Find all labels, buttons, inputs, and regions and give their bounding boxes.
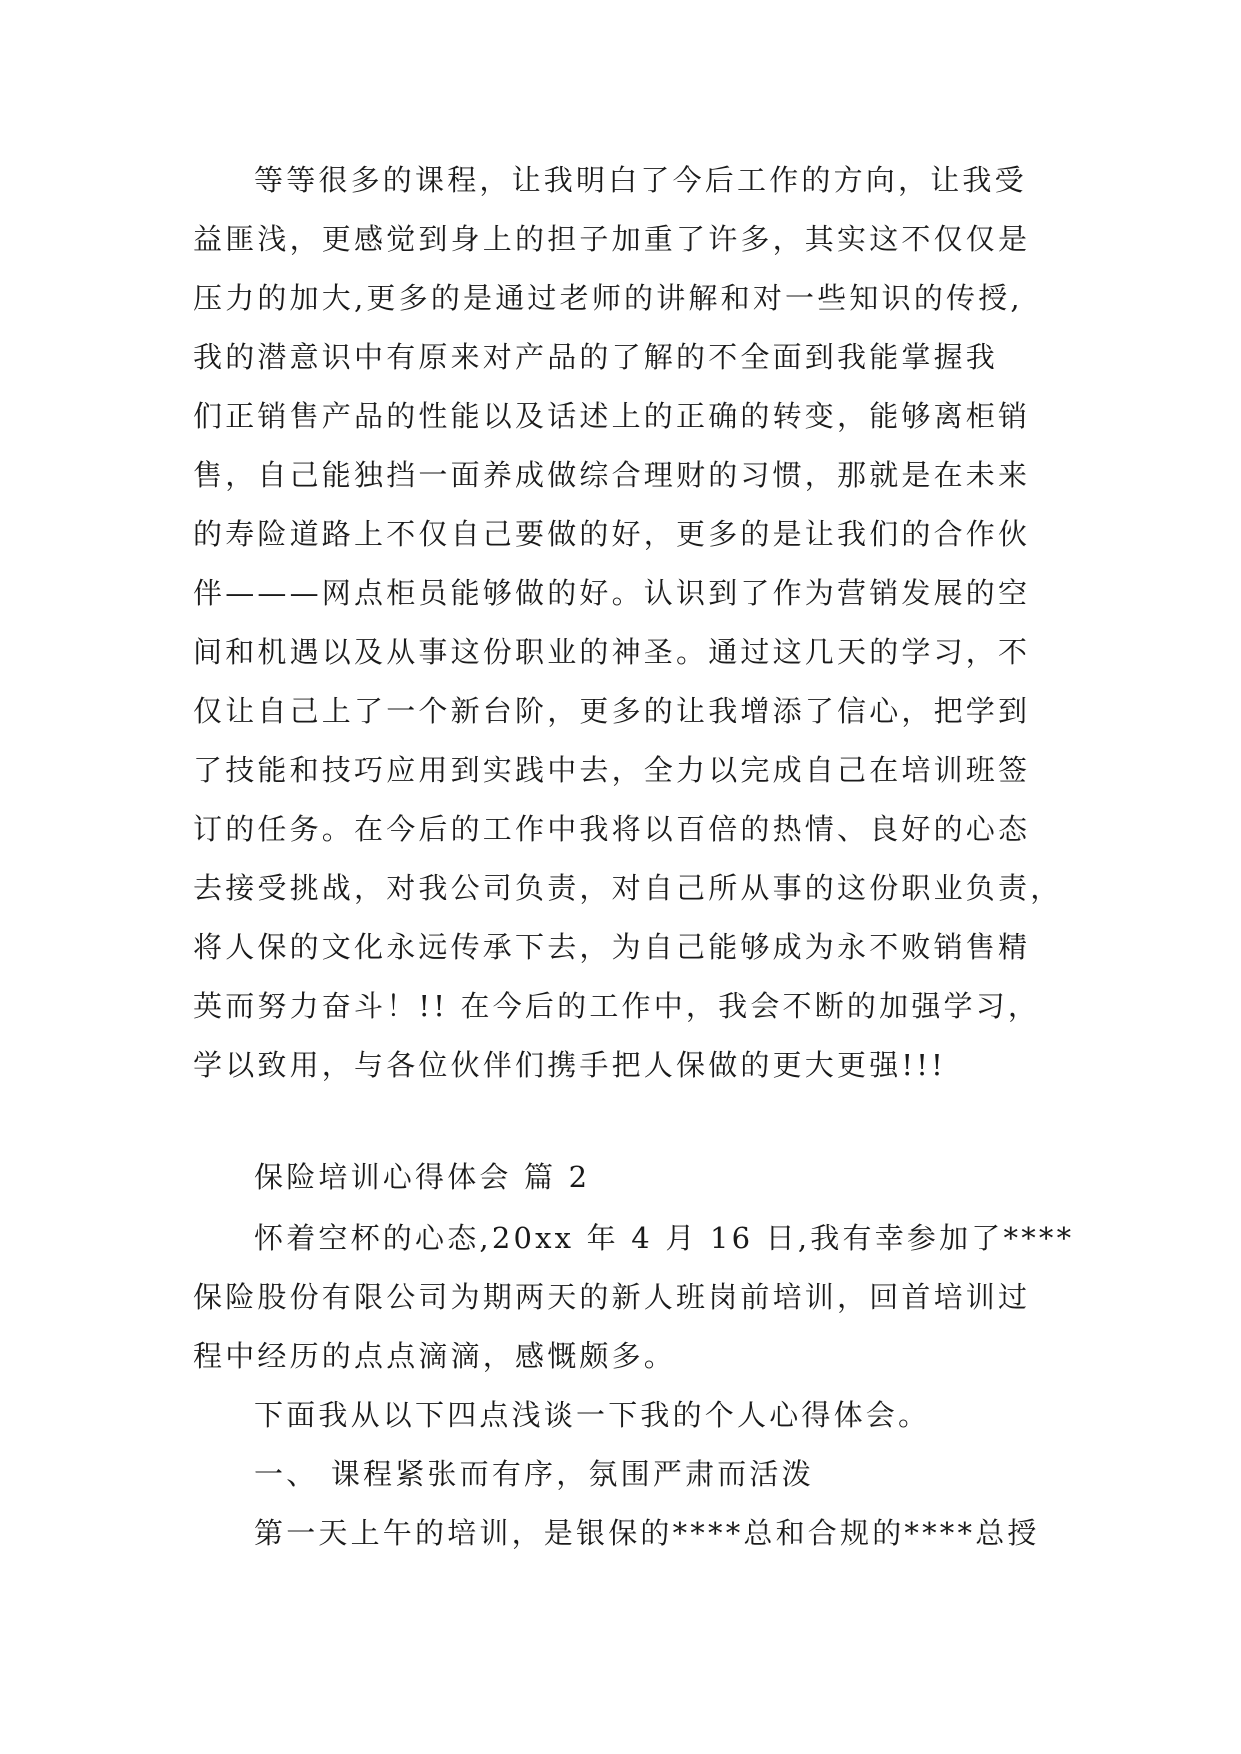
body-line: 将人保的文化永远传承下去，为自己能够成为永不败销售精 xyxy=(193,930,1031,964)
body-line: 了技能和技巧应用到实践中去，全力以完成自己在培训班签 xyxy=(193,753,1031,787)
body-line: 订的任务。在今后的工作中我将以百倍的热情、良好的心态 xyxy=(193,812,1031,846)
body-line: 程中经历的点点滴滴，感慨颇多。 xyxy=(193,1339,677,1373)
body-line: 们正销售产品的性能以及话述上的正确的转变，能够离柜销 xyxy=(193,399,1031,433)
body-line: 英而努力奋斗！!! 在今后的工作中，我会不断的加强学习， xyxy=(193,989,1041,1023)
body-line: 下面我从以下四点浅谈一下我的个人心得体会。 xyxy=(254,1398,931,1432)
section-title: 保险培训心得体会 篇 2 xyxy=(254,1160,591,1194)
subheading: 一、 课程紧张而有序，氛围严肃而活泼 xyxy=(254,1457,814,1491)
body-line: 售，自己能独挡一面养成做综合理财的习惯，那就是在未来 xyxy=(193,458,1031,492)
body-line: 我的潜意识中有原来对产品的了解的不全面到我能掌握我 xyxy=(193,340,999,374)
body-line: 去接受挑战，对我公司负责，对自己所从事的这份职业负责， xyxy=(193,871,1063,905)
body-line: 伴———网点柜员能够做的好。认识到了作为营销发展的空 xyxy=(193,576,1031,610)
body-line: 第一天上午的培训，是银保的****总和合规的****总授 xyxy=(254,1516,1040,1550)
body-line: 的寿险道路上不仅自己要做的好，更多的是让我们的合作伙 xyxy=(193,517,1031,551)
body-line: 益匪浅，更感觉到身上的担子加重了许多，其实这不仅仅是 xyxy=(193,222,1031,256)
body-line: 压力的加大,更多的是通过老师的讲解和对一些知识的传授, xyxy=(193,281,1023,315)
body-line: 仅让自己上了一个新台阶，更多的让我增添了信心，把学到 xyxy=(193,694,1031,728)
body-line: 等等很多的课程，让我明白了今后工作的方向，让我受 xyxy=(254,163,1027,197)
body-line: 间和机遇以及从事这份职业的神圣。通过这几天的学习，不 xyxy=(193,635,1031,669)
body-line: 保险股份有限公司为期两天的新人班岗前培训，回首培训过 xyxy=(193,1280,1031,1314)
body-line: 怀着空杯的心态,20xx 年 4 月 16 日,我有幸参加了**** xyxy=(254,1221,1075,1255)
body-line: 学以致用，与各位伙伴们携手把人保做的更大更强!!! xyxy=(193,1048,946,1082)
